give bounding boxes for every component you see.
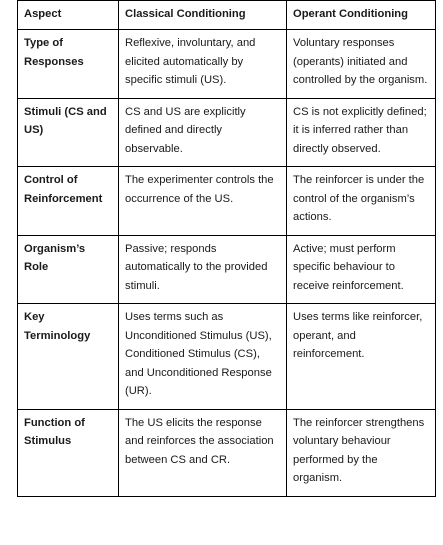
row-operant-cell: The reinforcer strengthens voluntary behaviour performed by the organism. — [287, 409, 436, 496]
row-aspect-cell: Type of Responses — [18, 30, 119, 99]
header-aspect: Aspect — [18, 1, 119, 30]
row-aspect-cell: Stimuli (CS and US) — [18, 98, 119, 167]
row-classical-cell: CS and US are explicitly defined and directly observable. — [119, 98, 287, 167]
table-row-organisms-role — [18, 235, 436, 304]
row-classical-cell: The US elicits the response and reinforces the association between CS and CR. — [119, 409, 287, 496]
row-operant-cell: The reinforcer is under the control of the organism’s actions. — [287, 167, 436, 236]
row-aspect-cell: Function of Stimulus — [18, 409, 119, 496]
row-operant-cell: Voluntary responses (operants) initiated and controlled by the organism. — [287, 30, 436, 99]
row-classical-cell: Reflexive, involuntary, and elicited automatically by specific stimuli (US). — [119, 30, 287, 99]
table-row-control-of-reinforcement — [18, 167, 436, 236]
row-operant-cell: Active; must perform specific behaviour to receive reinforcement. — [287, 235, 436, 304]
header-classical-conditioning: Classical Conditioning — [119, 1, 287, 30]
comparison-table — [17, 0, 436, 497]
comparison-table-container — [17, 0, 435, 497]
header-operant-conditioning: Operant Conditioning — [287, 1, 436, 30]
row-classical-cell: The experimenter controls the occurrence of the US. — [119, 167, 287, 236]
table-row-type-of-responses — [18, 30, 436, 99]
row-operant-cell: CS is not explicitly defined; it is inferred rather than directly observed. — [287, 98, 436, 167]
row-classical-cell: Passive; responds automatically to the provided stimuli. — [119, 235, 287, 304]
table-row-stimuli — [18, 98, 436, 167]
row-aspect-cell: Control of Reinforcement — [18, 167, 119, 236]
row-aspect-cell: Key Terminology — [18, 304, 119, 410]
table-header-row — [18, 1, 436, 30]
table-row-key-terminology — [18, 304, 436, 410]
row-classical-cell: Uses terms such as Unconditioned Stimulus (US), Conditioned Stimulus (CS), and Unconditioned Response (UR). — [119, 304, 287, 410]
row-aspect-cell: Organism’s Role — [18, 235, 119, 304]
row-operant-cell: Uses terms like reinforcer, operant, and reinforcement. — [287, 304, 436, 410]
table-row-function-of-stimulus — [18, 409, 436, 496]
